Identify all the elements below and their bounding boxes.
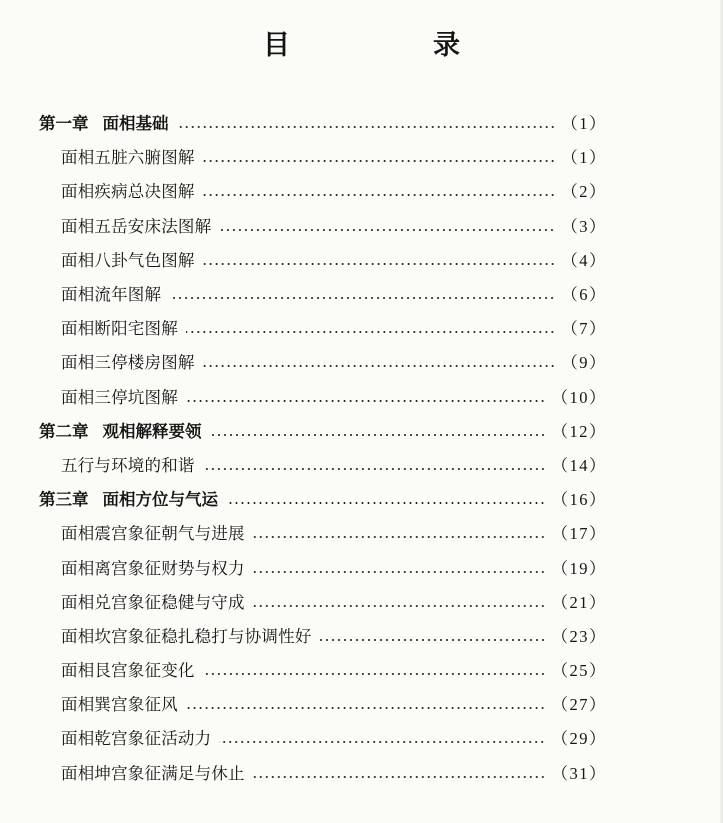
toc-entry-label bbox=[39, 422, 202, 442]
toc-entry-label bbox=[39, 114, 169, 134]
toc-section[interactable] bbox=[0, 381, 723, 415]
section-title: 面相巽宫象征风 bbox=[61, 695, 178, 715]
dot-leader bbox=[177, 126, 556, 128]
section-title: 面相断阳宅图解 bbox=[61, 319, 178, 339]
dot-leader bbox=[203, 673, 546, 675]
page-number: （16） bbox=[551, 490, 607, 510]
section-title: 面相兑宫象征稳健与守成 bbox=[61, 592, 245, 612]
page-number: （21） bbox=[551, 592, 607, 612]
page-number: （27） bbox=[551, 695, 607, 715]
dot-leader bbox=[203, 263, 556, 265]
page-number: （4） bbox=[561, 250, 607, 270]
dot-leader bbox=[320, 639, 546, 641]
toc-entry-label bbox=[39, 490, 218, 510]
toc-section[interactable] bbox=[0, 517, 723, 551]
toc-chapter-2[interactable] bbox=[0, 415, 723, 449]
dot-leader bbox=[219, 741, 545, 743]
page-number: （23） bbox=[551, 626, 607, 646]
page-number: （3） bbox=[561, 216, 607, 236]
page-number: （1） bbox=[561, 148, 607, 168]
toc-section[interactable] bbox=[0, 586, 723, 620]
toc-section[interactable] bbox=[0, 449, 723, 483]
dot-leader bbox=[186, 331, 555, 333]
page-number: （14） bbox=[551, 455, 607, 475]
toc-section[interactable] bbox=[0, 757, 723, 791]
dot-leader bbox=[219, 229, 555, 231]
toc-section[interactable] bbox=[0, 688, 723, 722]
page-number: （7） bbox=[561, 319, 607, 339]
page-number: （2） bbox=[561, 182, 607, 202]
section-title: 面相五岳安床法图解 bbox=[61, 216, 212, 236]
section-title: 面相流年图解 bbox=[61, 285, 162, 305]
chapter-number: 第一章 bbox=[39, 114, 89, 134]
toc-chapter-3[interactable] bbox=[0, 483, 723, 517]
dot-leader bbox=[253, 571, 546, 573]
dot-leader bbox=[186, 400, 546, 402]
section-title: 面相五脏六腑图解 bbox=[61, 148, 195, 168]
table-of-contents bbox=[0, 107, 723, 791]
section-title: 面相疾病总决图解 bbox=[61, 182, 195, 202]
dot-leader bbox=[226, 502, 546, 504]
dot-leader bbox=[253, 776, 546, 778]
toc-section[interactable] bbox=[0, 722, 723, 756]
toc-section[interactable] bbox=[0, 278, 723, 312]
toc-section[interactable] bbox=[0, 654, 723, 688]
section-title: 面相坤宫象征满足与休止 bbox=[61, 763, 245, 783]
section-title: 面相乾宫象征活动力 bbox=[61, 729, 212, 749]
toc-section[interactable] bbox=[0, 312, 723, 346]
page-number: （12） bbox=[551, 421, 607, 441]
page-title: 目 录 bbox=[263, 30, 518, 61]
page-number: （25） bbox=[551, 661, 607, 681]
toc-chapter-1[interactable] bbox=[0, 107, 723, 141]
page-number: （9） bbox=[561, 353, 607, 373]
chapter-title: 面相方位与气运 bbox=[102, 490, 218, 510]
toc-section[interactable] bbox=[0, 346, 723, 380]
section-title: 面相三停坑图解 bbox=[61, 387, 178, 407]
toc-section[interactable] bbox=[0, 175, 723, 209]
page-number: （29） bbox=[551, 729, 607, 749]
section-title: 面相离宫象征财势与权力 bbox=[61, 558, 245, 578]
dot-leader bbox=[203, 194, 556, 196]
page-number: （6） bbox=[561, 285, 607, 305]
page-number: （19） bbox=[551, 558, 607, 578]
chapter-number: 第二章 bbox=[39, 421, 89, 441]
toc-section[interactable] bbox=[0, 141, 723, 175]
chapter-title: 面相基础 bbox=[102, 114, 169, 134]
page-number: （1） bbox=[561, 114, 607, 134]
dot-leader bbox=[203, 468, 546, 470]
section-title: 面相三停楼房图解 bbox=[61, 353, 195, 373]
dot-leader bbox=[203, 365, 556, 367]
toc-section[interactable] bbox=[0, 244, 723, 278]
chapter-title: 观相解释要领 bbox=[102, 421, 202, 441]
chapter-number: 第三章 bbox=[39, 490, 89, 510]
toc-section[interactable] bbox=[0, 620, 723, 654]
toc-section[interactable] bbox=[0, 551, 723, 585]
page-number: （10） bbox=[551, 387, 607, 407]
toc-section[interactable] bbox=[0, 210, 723, 244]
section-title: 面相坎宫象征稳扎稳打与协调性好 bbox=[61, 626, 312, 646]
dot-leader bbox=[210, 434, 546, 436]
section-title: 面相八卦气色图解 bbox=[61, 250, 195, 270]
section-title: 五行与环境的和谐 bbox=[61, 455, 195, 475]
dot-leader bbox=[169, 297, 555, 299]
dot-leader bbox=[253, 605, 546, 607]
dot-leader bbox=[203, 160, 556, 162]
section-title: 面相艮宫象征变化 bbox=[61, 661, 195, 681]
section-title: 面相震宫象征朝气与进展 bbox=[61, 524, 245, 544]
dot-leader bbox=[253, 536, 546, 538]
page-number: （31） bbox=[551, 763, 607, 783]
page-number: （17） bbox=[551, 524, 607, 544]
dot-leader bbox=[186, 707, 546, 709]
